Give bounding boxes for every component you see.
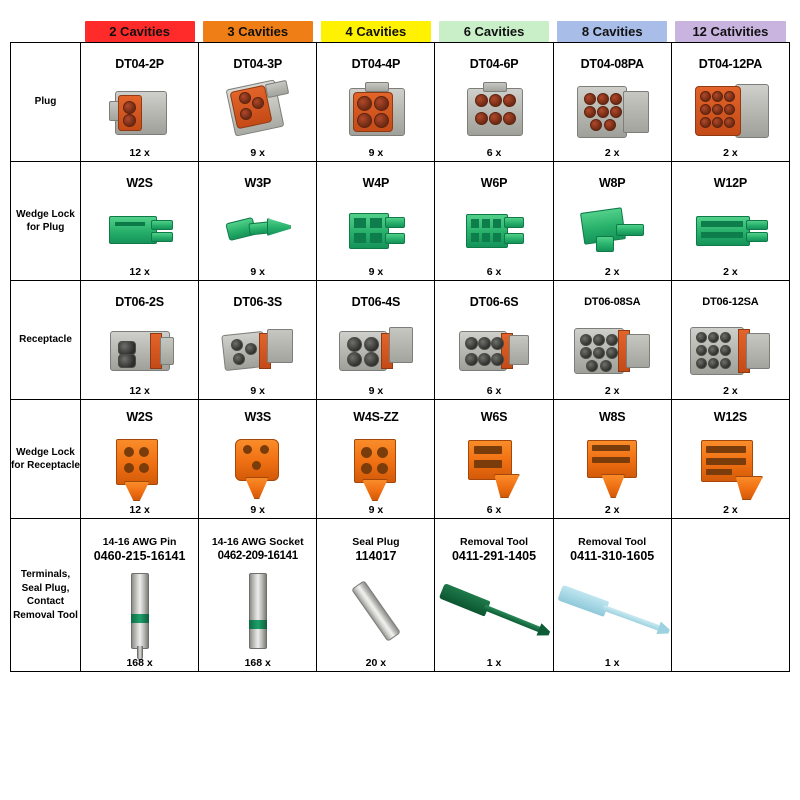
part-number: DT04-12PA bbox=[698, 57, 763, 71]
quantity: 168 x bbox=[126, 657, 153, 669]
part-number: W3S bbox=[244, 410, 271, 424]
wedge-recept-w8s-image bbox=[554, 425, 671, 511]
cell-receptacle-6s bbox=[435, 281, 553, 400]
receptacle-6s-image bbox=[435, 310, 552, 388]
part-number: DT04-08PA bbox=[580, 57, 644, 71]
part-number: DT06-4S bbox=[351, 295, 401, 309]
quantity: 9 x bbox=[250, 385, 266, 397]
quantity: 9 x bbox=[368, 266, 384, 278]
quantity: 2 x bbox=[723, 147, 738, 159]
accessory-title: Seal Plug bbox=[352, 535, 400, 548]
quantity: 6 x bbox=[486, 266, 502, 278]
part-number: DT06-6S bbox=[469, 295, 519, 309]
removal-tool-blue-shape bbox=[550, 565, 674, 657]
header-cell-3-cavities bbox=[199, 20, 317, 43]
header-cell-12-cavities bbox=[671, 20, 789, 43]
part-number: DT06-2S bbox=[115, 295, 164, 309]
quantity: 2 x bbox=[723, 385, 738, 397]
cell-plug-4p bbox=[317, 43, 435, 162]
table-row-wedge-lock-plug bbox=[11, 162, 790, 281]
header-cell-6-cavities bbox=[435, 20, 553, 43]
table-row-accessories bbox=[11, 519, 790, 672]
quantity: 2 x bbox=[604, 147, 620, 159]
quantity: 6 x bbox=[486, 147, 502, 159]
quantity: 12 x bbox=[129, 385, 150, 397]
cell-receptacle-12sa bbox=[671, 281, 789, 400]
seal-plug-shape bbox=[351, 580, 401, 642]
wedge-recept-w2s-image bbox=[81, 425, 198, 511]
header-cell-2-cavities bbox=[81, 20, 199, 43]
quantity: 9 x bbox=[368, 147, 384, 159]
cell-wedge-w3p bbox=[199, 162, 317, 281]
accessory-number: 0411-291-1405 bbox=[451, 548, 537, 563]
header-label-4-cavities: 4 Cavities bbox=[321, 21, 431, 42]
cell-receptacle-3s bbox=[199, 281, 317, 400]
accessory-title: 14-16 AWG Socket bbox=[211, 535, 304, 548]
cell-receptacle-2s bbox=[81, 281, 199, 400]
cell-wedge-w12p bbox=[671, 162, 789, 281]
cell-plug-6p bbox=[435, 43, 553, 162]
quantity: 12 x bbox=[129, 504, 150, 516]
quantity: 9 x bbox=[250, 266, 266, 278]
part-number: W12S bbox=[713, 410, 748, 424]
part-number: W4P bbox=[362, 176, 390, 190]
receptacle-2s-image bbox=[81, 310, 198, 388]
part-number: W8S bbox=[598, 410, 626, 424]
wedge-w4p-image bbox=[317, 191, 434, 269]
part-number: W2S bbox=[126, 176, 153, 190]
socket-terminal-shape bbox=[249, 573, 267, 649]
wedge-recept-w3s-image bbox=[199, 425, 316, 511]
quantity: 9 x bbox=[368, 504, 384, 516]
header-label-8-cavities: 8 Cavities bbox=[557, 21, 667, 42]
accessory-number: 114017 bbox=[355, 548, 397, 563]
table-row-wedge-lock-receptacle bbox=[11, 400, 790, 519]
quantity: 1 x bbox=[486, 657, 502, 669]
accessory-title: 14-16 AWG Pin bbox=[102, 535, 177, 548]
accessory-number: 0462-209-16141 bbox=[217, 549, 298, 562]
accessory-number: 0460-215-16141 bbox=[93, 548, 186, 563]
receptacle-3s-image bbox=[199, 310, 316, 388]
quantity: 1 x bbox=[604, 657, 620, 669]
plug-4p-image bbox=[317, 72, 434, 150]
wedge-w6p-image bbox=[435, 191, 552, 269]
quantity: 2 x bbox=[723, 504, 738, 516]
cell-wedge-recept-w12s bbox=[671, 400, 789, 519]
cell-seal-plug bbox=[317, 519, 435, 672]
header-cell-4-cavities bbox=[317, 20, 435, 43]
wedge-w8p-image bbox=[554, 191, 671, 269]
cell-wedge-recept-w6s bbox=[435, 400, 553, 519]
header-corner-cell bbox=[11, 20, 81, 43]
accessory-title: Removal Tool bbox=[578, 535, 647, 548]
cell-pin-terminal bbox=[81, 519, 199, 672]
header-label-3-cavities: 3 Cavities bbox=[203, 21, 313, 42]
cell-removal-tool-green bbox=[435, 519, 553, 672]
part-number: W4S-ZZ bbox=[353, 410, 399, 424]
quantity: 168 x bbox=[244, 657, 271, 669]
receptacle-12sa-image bbox=[672, 310, 789, 388]
header-label-6-cavities: 6 Cavities bbox=[439, 21, 549, 42]
part-number: W2S bbox=[126, 410, 153, 424]
cell-plug-2p bbox=[81, 43, 199, 162]
plug-12pa-image bbox=[672, 72, 789, 150]
header-label-12-cavities: 12 Cativities bbox=[675, 21, 785, 42]
wedge-recept-w4s-image bbox=[317, 425, 434, 511]
cell-wedge-w6p bbox=[435, 162, 553, 281]
row-label-receptacle: Receptacle bbox=[11, 281, 81, 400]
cell-wedge-w2s bbox=[81, 162, 199, 281]
quantity: 6 x bbox=[486, 504, 502, 516]
wedge-w3p-image bbox=[199, 191, 316, 269]
quantity: 9 x bbox=[250, 504, 266, 516]
cell-receptacle-08sa bbox=[553, 281, 671, 400]
row-label-wedge-lock-plug: Wedge Lock for Plug bbox=[11, 162, 81, 281]
quantity: 6 x bbox=[486, 385, 502, 397]
wedge-w12p-image bbox=[672, 191, 789, 269]
quantity: 12 x bbox=[129, 147, 150, 159]
cell-wedge-recept-w2s bbox=[81, 400, 199, 519]
removal-tool-green-image bbox=[435, 564, 552, 659]
part-number: DT06-3S bbox=[233, 295, 283, 309]
accessory-title bbox=[672, 593, 789, 597]
quantity: 2 x bbox=[723, 266, 738, 278]
cell-receptacle-4s bbox=[317, 281, 435, 400]
quantity: 9 x bbox=[368, 385, 384, 397]
table-header-row bbox=[11, 20, 790, 43]
part-number: DT04-2P bbox=[115, 57, 164, 71]
cell-socket-terminal bbox=[199, 519, 317, 672]
part-number: DT06-08SA bbox=[584, 296, 641, 308]
receptacle-08sa-image bbox=[554, 310, 671, 388]
plug-08pa-image bbox=[554, 72, 671, 150]
cell-plug-08pa bbox=[553, 43, 671, 162]
quantity: 2 x bbox=[604, 385, 620, 397]
table-row-plug bbox=[11, 43, 790, 162]
accessory-number: 0411-310-1605 bbox=[570, 548, 655, 563]
part-number: W12P bbox=[713, 176, 748, 190]
plug-6p-image bbox=[435, 72, 552, 150]
table-row-receptacle bbox=[11, 281, 790, 400]
removal-tool-green-shape bbox=[432, 564, 557, 659]
part-number: DT04-6P bbox=[469, 57, 519, 71]
kit-table bbox=[10, 20, 790, 672]
part-number: DT04-3P bbox=[233, 57, 283, 71]
seal-plug-image bbox=[317, 564, 434, 659]
receptacle-4s-image bbox=[317, 310, 434, 388]
header-cell-8-cavities bbox=[553, 20, 671, 43]
wedge-recept-w12s-image bbox=[672, 425, 789, 511]
cell-plug-3p bbox=[199, 43, 317, 162]
quantity: 2 x bbox=[604, 504, 620, 516]
row-label-wedge-lock-receptacle: Wedge Lock for Receptacle bbox=[11, 400, 81, 519]
cell-accessory-empty bbox=[671, 519, 789, 672]
removal-tool-blue-image bbox=[554, 564, 671, 659]
cell-wedge-recept-w3s bbox=[199, 400, 317, 519]
accessory-title: Removal Tool bbox=[460, 535, 529, 548]
pin-terminal-shape bbox=[131, 573, 149, 649]
cell-wedge-recept-w4s-zz bbox=[317, 400, 435, 519]
quantity: 12 x bbox=[129, 266, 150, 278]
quantity: 20 x bbox=[365, 657, 387, 669]
plug-2p-image bbox=[81, 72, 198, 150]
socket-terminal-image bbox=[199, 564, 316, 659]
cell-wedge-w4p bbox=[317, 162, 435, 281]
wedge-recept-w6s-image bbox=[435, 425, 552, 511]
quantity: 2 x bbox=[604, 266, 620, 278]
cell-removal-tool-blue bbox=[553, 519, 671, 672]
part-number: W6P bbox=[480, 176, 508, 190]
part-number: DT06-12SA bbox=[702, 296, 759, 308]
cell-wedge-w8p bbox=[553, 162, 671, 281]
cell-wedge-recept-w8s bbox=[553, 400, 671, 519]
row-label-accessories: Terminals, Seal Plug, Contact Removal Tool bbox=[11, 519, 81, 672]
wedge-w2s-image bbox=[81, 191, 198, 269]
pin-terminal-image bbox=[81, 564, 198, 659]
part-number: W3P bbox=[244, 176, 271, 190]
part-number: W6S bbox=[480, 410, 508, 424]
header-label-2-cavities: 2 Cavities bbox=[85, 21, 195, 42]
row-label-plug: Plug bbox=[11, 43, 81, 162]
cell-plug-12pa bbox=[671, 43, 789, 162]
part-number: W8P bbox=[598, 176, 626, 190]
plug-3p-image bbox=[199, 72, 316, 150]
quantity: 9 x bbox=[250, 147, 266, 159]
part-number: DT04-4P bbox=[351, 57, 401, 71]
